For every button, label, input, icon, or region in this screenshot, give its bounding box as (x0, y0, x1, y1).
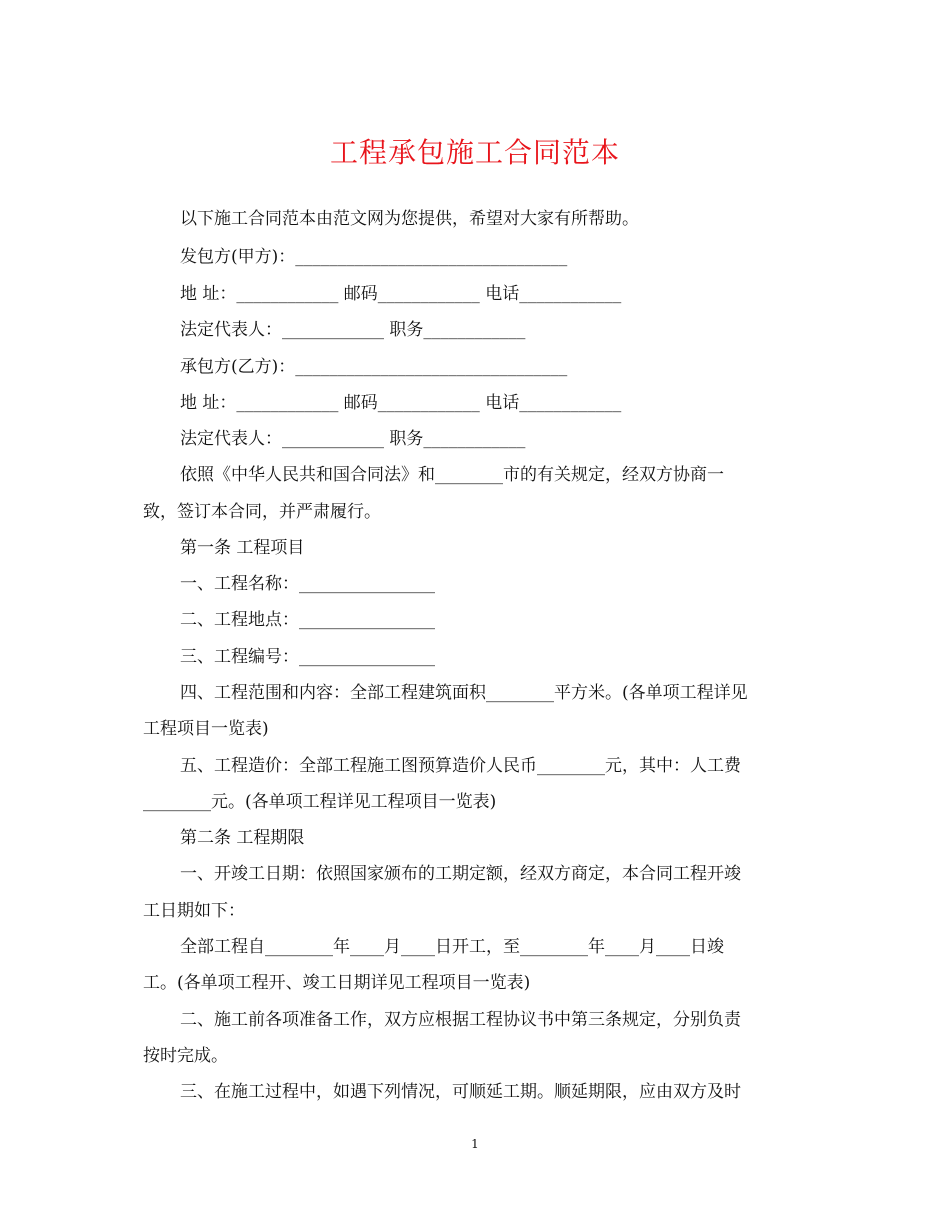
party-b-representative-line: 法定代表人：____________ 职务____________ (180, 429, 526, 449)
party-b-line: 承包方(乙方)：________________________________ (180, 357, 568, 377)
clause-line: 工程项目一览表) (143, 719, 269, 739)
clause-line: 工。(各单项工程开、竣工日期详见工程项目一览表) (143, 973, 531, 993)
clause-line: 全部工程自________年____月____日开工，至________年____月____日竣 (180, 937, 724, 957)
clause-line: 三、在施工过程中，如遇下列情况，可顺延工期。顺延期限，应由双方及时 (180, 1082, 741, 1102)
party-b-address-line: 地 址：____________ 邮码____________ 电话____________ (180, 393, 622, 413)
paragraph-line: 依照《中华人民共和国合同法》和________市的有关规定，经双方协商一 (180, 465, 724, 485)
clause-line: 按时完成。 (143, 1046, 228, 1066)
party-a-line: 发包方(甲方)：________________________________ (180, 247, 568, 267)
clause-line: 三、工程编号：________________ (180, 647, 435, 667)
clause-line: 五、工程造价：全部工程施工图预算造价人民币________元，其中：人工费 (180, 756, 741, 776)
clause-line: 一、开竣工日期：依照国家颁布的工期定额，经双方商定，本合同工程开竣 (180, 864, 741, 884)
party-a-representative-line: 法定代表人：____________ 职务____________ (180, 320, 526, 340)
intro-line: 以下施工合同范本由范文网为您提供，希望对大家有所帮助。 (180, 209, 639, 229)
article-heading: 第二条 工程期限 (180, 828, 305, 848)
paragraph-line: 致，签订本合同，并严肃履行。 (143, 502, 381, 522)
page-number: 1 (471, 1137, 479, 1151)
article-heading: 第一条 工程项目 (180, 538, 305, 558)
clause-line: 二、施工前各项准备工作，双方应根据工程协议书中第三条规定，分别负责 (180, 1010, 741, 1030)
clause-line: 工日期如下： (143, 901, 245, 921)
clause-line: ________元。(各单项工程详见工程项目一览表) (143, 792, 497, 812)
party-a-address-line: 地 址：____________ 邮码____________ 电话____________ (180, 284, 622, 304)
document-title: 工程承包施工合同范本 (329, 136, 620, 169)
clause-line: 二、工程地点：________________ (180, 610, 435, 630)
clause-line: 一、工程名称：________________ (180, 574, 435, 594)
clause-line: 四、工程范围和内容：全部工程建筑面积________平方米。(各单项工程详见 (180, 683, 748, 703)
